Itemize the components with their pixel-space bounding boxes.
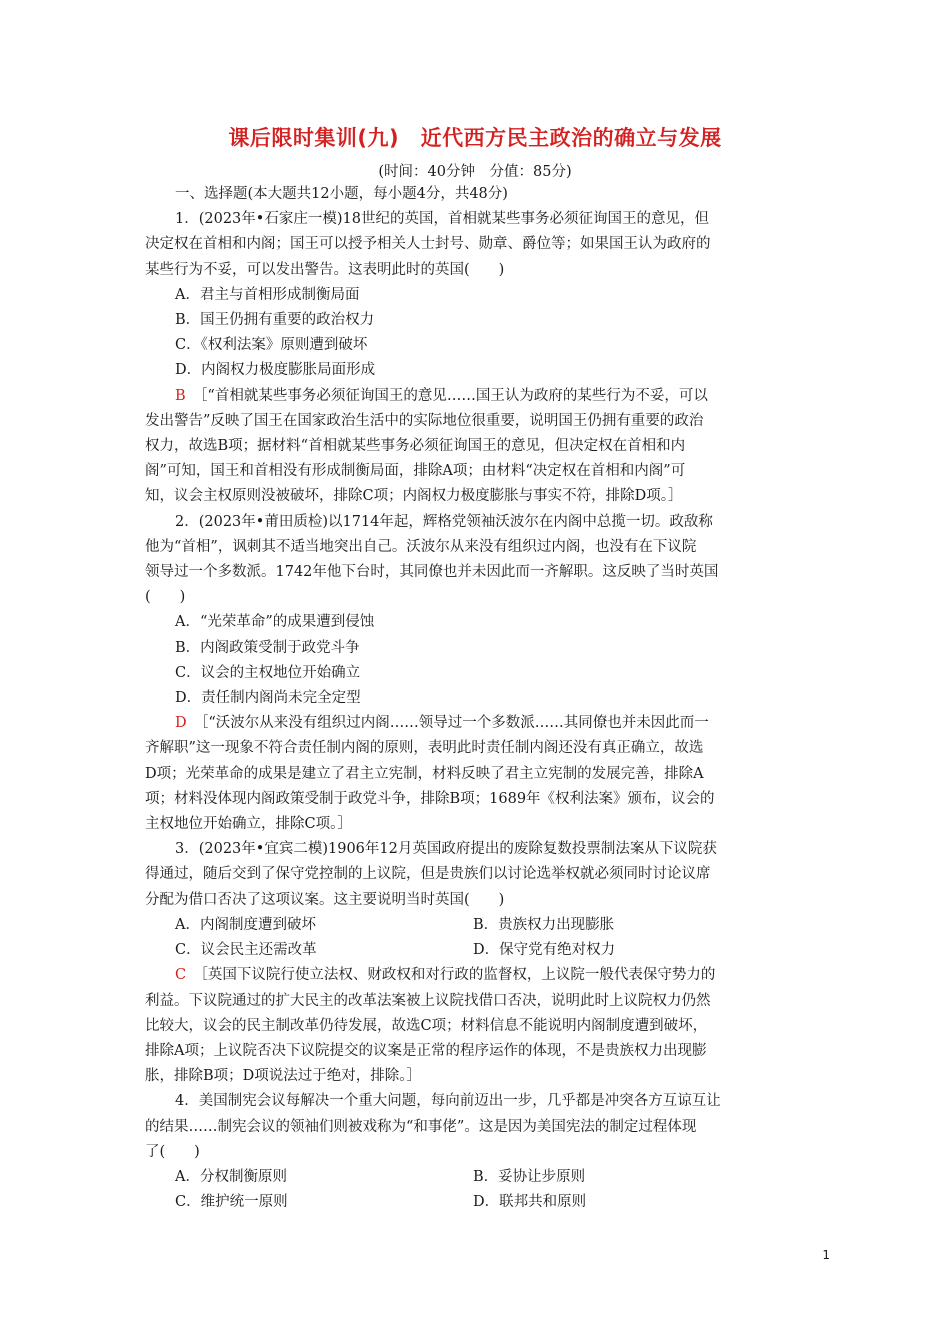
answer-letter: C [175,967,187,984]
question-stem-line: 某些行为不妥，可以发出警告。这表明此时的英国( ) [145,261,505,278]
explanation-line: 阁”可知，国王和首相没有形成制衡局面，排除A项；由材料“决定权在首相和内阁”可 [145,463,686,480]
option-b: B．贵族权力出现膨胀 [473,916,615,933]
option-b: B．国王仍拥有重要的政治权力 [175,312,375,329]
content-body [145,182,812,1215]
option-a: A．分权制衡原则 [175,1168,287,1185]
explanation-text: ［“沃波尔从来没有组织过内阁……领导过一个多数派……其同僚也并未因此而一 [201,715,709,732]
explanation-line: 利益。下议院通过的扩大民主的改革法案被上议院找借口否决，说明此时上议院权力仍然 [145,992,711,1009]
question-4 [145,1089,812,1215]
question-stem-line: 分配为借口否决了这项议案。这主要说明当时英国( ) [145,891,505,908]
question-stem-line: 1．(2023年•石家庄一模)18世纪的英国，首相就某些事务必须征询国王的意见，但 [175,211,709,228]
option-a: A．“光荣革命”的成果遭到侵蚀 [175,614,375,631]
question-stem-line: 的结果……制宪会议的领袖们则被戏称为“和事佬”。这是因为美国宪法的制定过程体现 [145,1118,697,1135]
option-c: C．维护统一原则 [175,1194,288,1211]
explanation-line: 比较大，议会的民主制改革仍待发展，故选C项；材料信息不能说明内阁制度遭到破坏， [145,1017,708,1034]
question-stem-line: 他为“首相”，讽刺其不适当地突出自己。沃波尔从来没有组织过内阁，也没有在下议院 [145,538,697,555]
question-stem-line: 2．(2023年•莆田质检)以1714年起，辉格党领袖沃波尔在内阁中总揽一切。政敌称 [175,513,713,530]
question-stem-line: 决定权在首相和内阁；国王可以授予相关人士封号、勋章、爵位等；如果国王认为政府的 [145,236,711,253]
option-row [145,1190,812,1215]
question-stem-line: 领导过一个多数派。1742年他下台时，其同僚也并未因此而一齐解职。这反映了当时英国 [145,564,719,581]
option-c: C．议会民主还需改革 [175,942,317,959]
option-c: C．议会的主权地位开始确立 [175,664,361,681]
option-row [145,913,812,938]
option-d: D．联邦共和原则 [473,1194,587,1211]
section-heading: 一、选择题(本大题共12小题，每小题4分，共48分) [175,186,508,202]
exam-meta: (时间：40分钟 分值：85分) [378,164,572,180]
question-3 [145,837,812,1089]
explanation-line: 主权地位开始确立，排除C项。］ [145,816,352,833]
explanation-line: 项；材料没体现内阁政策受制于政党斗争，排除B项；1689年《权利法案》颁布，议会的 [145,790,715,807]
question-stem-line: 3．(2023年•宜宾二模)1906年12月英国政府提出的废除复数投票制法案从下议院获 [175,841,717,858]
explanation-line: 齐解职”这一现象不符合责任制内阁的原则，表明此时责任制内阁还没有真正确立，故选 [145,740,704,757]
option-b: B．妥协让步原则 [473,1168,586,1185]
answer-letter: B [175,387,186,404]
explanation-line: 知，议会主权原则没被破坏，排除C项；内阁权力极度膨胀与事实不符，排除D项。］ [145,488,683,505]
explanation-line: 排除A项；上议院否决下议院提交的议案是正常的程序运作的体现，不是贵族权力出现膨 [145,1042,707,1059]
option-a: A．内阁制度遭到破坏 [175,916,316,933]
question-stem-line: ( ) [145,589,186,606]
option-a: A．君主与首相形成制衡局面 [175,286,360,303]
question-stem-line: 了( ) [145,1143,200,1160]
option-row [145,1165,812,1190]
page-title: 课后限时集训(九) 近代西方民主政治的确立与发展 [228,126,722,150]
option-d: D．内阁权力极度膨胀局面形成 [175,362,376,379]
explanation-line: 发出警告”反映了国王在国家政治生活中的实际地位很重要，说明国王仍拥有重要的政治 [145,412,704,429]
option-row [145,938,812,963]
option-c: C．《权利法案》原则遭到破坏 [175,337,368,354]
question-2 [145,510,812,838]
explanation-line [145,963,812,988]
question-stem-line: 得通过，随后交到了保守党控制的上议院，但是贵族们以讨论选举权就必须同时讨论议席 [145,866,711,883]
question-1 [145,207,812,509]
explanation-line: 权力，故选B项；据材料“首相就某些事务必须征询国王的意见，但决定权在首相和内 [145,438,686,455]
question-stem-line: 4．美国制宪会议每解决一个重大问题，每向前迈出一步，几乎都是冲突各方互谅互让 [175,1093,721,1110]
page-number: 1 [822,1248,830,1262]
explanation-line: D项；光荣革命的成果是建立了君主立宪制，材料反映了君主立宪制的发展完善，排除A [145,765,704,782]
explanation-line [145,711,812,736]
explanation-line: 胀，排除B项；D项说法过于绝对，排除。］ [145,1068,422,1085]
option-b: B．内阁政策受制于政党斗争 [175,639,360,656]
explanation-text: ［“首相就某些事务必须征询国王的意见……国王认为政府的某些行为不妥，可以 [200,387,708,404]
explanation-text: ［英国下议院行使立法权、财政权和对行政的监督权，上议院一般代表保守势力的 [200,967,716,984]
answer-letter: D [175,715,187,732]
explanation-line [145,384,812,409]
option-d: D．保守党有绝对权力 [473,942,616,959]
option-d: D．责任制内阁尚未完全定型 [175,690,361,707]
